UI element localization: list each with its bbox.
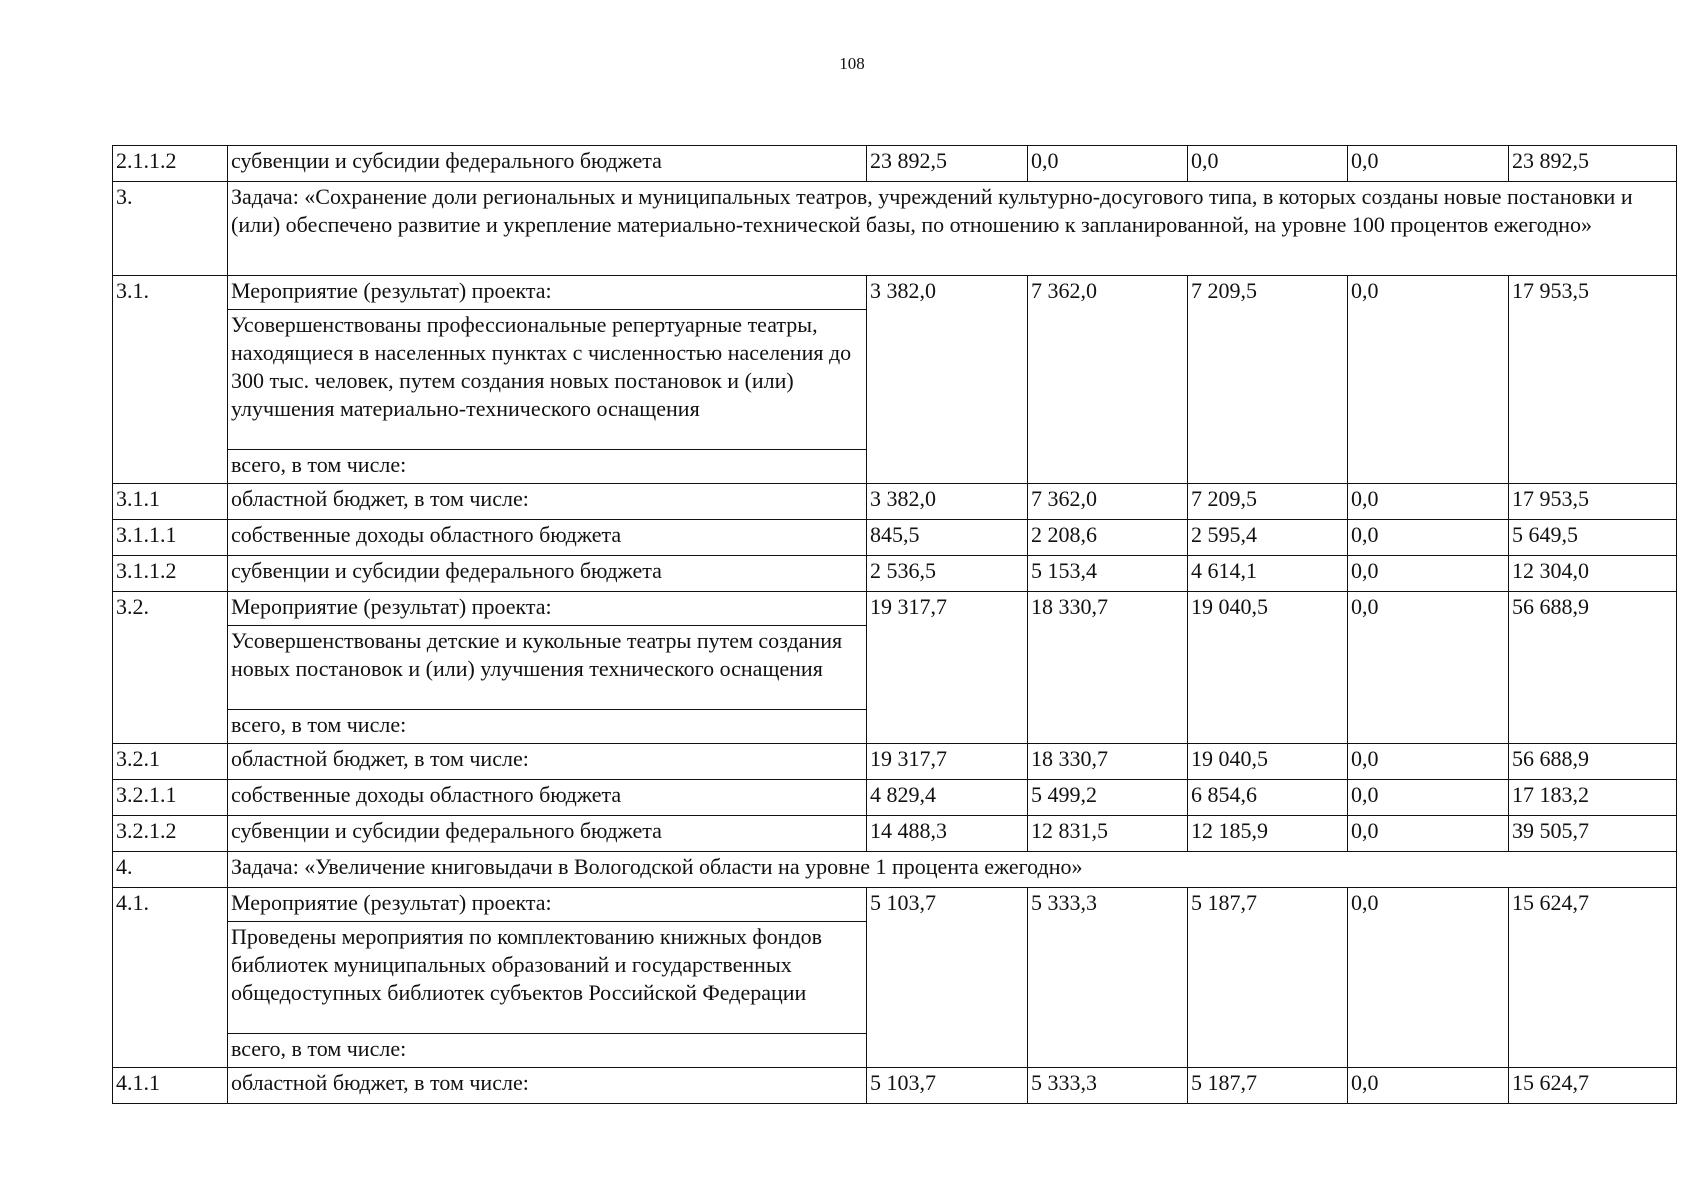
value-cell: 5 103,7 [867, 888, 1028, 1068]
task-text: Задача: «Увеличение книговыдачи в Вологодской области на уровне 1 процента ежегодно» [228, 852, 1677, 888]
total-label: всего, в том числе: [228, 1034, 867, 1068]
value-cell: 845,5 [867, 520, 1028, 556]
value-cell: 0,0 [1348, 484, 1509, 520]
row-name: субвенции и субсидии федерального бюджета [228, 146, 867, 182]
total-label: всего, в том числе: [228, 710, 867, 744]
row-name: субвенции и субсидии федерального бюджета [228, 816, 867, 852]
value-cell: 5 333,3 [1028, 1068, 1188, 1104]
value-cell: 12 304,0 [1509, 556, 1677, 592]
value-cell: 15 624,7 [1509, 1068, 1677, 1104]
measure-label: Мероприятие (результат) проекта: [228, 592, 867, 626]
value-cell: 56 688,9 [1509, 744, 1677, 780]
table-row [113, 780, 1677, 816]
value-cell: 7 362,0 [1028, 276, 1188, 484]
measure-description: Усовершенствованы профессиональные репертуарные театры, находящиеся в населенных пунктах с численностью населения до 300 тыс. человек, путем создания новых постановок и (или) улучшения материально-технического оснащения [228, 310, 867, 450]
value-cell: 2 595,4 [1188, 520, 1348, 556]
table-row [113, 888, 1677, 922]
page-number: 108 [839, 54, 865, 73]
task-text: Задача: «Сохранение доли региональных и муниципальных театров, учреждений культурно-досугового типа, в которых созданы новые постановки и (или) обеспечено развитие и укрепление материально-технической базы, по отношению к запланированной, на уровне 100 процентов ежегодно» [228, 182, 1677, 276]
value-cell: 5 153,4 [1028, 556, 1188, 592]
row-number: 3.2. [113, 592, 228, 744]
value-cell: 0,0 [1348, 744, 1509, 780]
value-cell: 4 614,1 [1188, 556, 1348, 592]
value-cell: 3 382,0 [867, 276, 1028, 484]
value-cell: 19 040,5 [1188, 592, 1348, 744]
row-number: 3.1.1.1 [113, 520, 228, 556]
value-cell: 14 488,3 [867, 816, 1028, 852]
value-cell: 5 499,2 [1028, 780, 1188, 816]
row-number: 3.1. [113, 276, 228, 484]
value-cell: 19 317,7 [867, 744, 1028, 780]
value-cell: 23 892,5 [867, 146, 1028, 182]
value-cell: 15 624,7 [1509, 888, 1677, 1068]
value-cell: 0,0 [1348, 520, 1509, 556]
measure-description: Проведены мероприятия по комплектованию книжных фондов библиотек муниципальных образований и государственных общедоступных библиотек субъектов Российской Федерации [228, 922, 867, 1034]
value-cell: 0,0 [1348, 816, 1509, 852]
value-cell: 0,0 [1028, 146, 1188, 182]
row-number: 4. [113, 852, 228, 888]
value-cell: 18 330,7 [1028, 592, 1188, 744]
row-number: 3.1.1.2 [113, 556, 228, 592]
value-cell: 5 187,7 [1188, 1068, 1348, 1104]
task-row [113, 852, 1677, 888]
table-row [113, 592, 1677, 626]
row-name: субвенции и субсидии федерального бюджета [228, 556, 867, 592]
value-cell: 56 688,9 [1509, 592, 1677, 744]
value-cell: 0,0 [1348, 556, 1509, 592]
measure-label: Мероприятие (результат) проекта: [228, 888, 867, 922]
table-row [113, 520, 1677, 556]
row-number: 4.1. [113, 888, 228, 1068]
row-name: областной бюджет, в том числе: [228, 744, 867, 780]
row-number: 3.2.1.1 [113, 780, 228, 816]
value-cell: 2 208,6 [1028, 520, 1188, 556]
value-cell: 5 103,7 [867, 1068, 1028, 1104]
row-name: собственные доходы областного бюджета [228, 520, 867, 556]
row-name: областной бюджет, в том числе: [228, 484, 867, 520]
value-cell: 0,0 [1348, 592, 1509, 744]
value-cell: 7 209,5 [1188, 276, 1348, 484]
value-cell: 7 362,0 [1028, 484, 1188, 520]
row-number: 3.2.1.2 [113, 816, 228, 852]
value-cell: 0,0 [1348, 146, 1509, 182]
value-cell: 0,0 [1348, 888, 1509, 1068]
row-name: собственные доходы областного бюджета [228, 780, 867, 816]
value-cell: 5 649,5 [1509, 520, 1677, 556]
row-number: 4.1.1 [113, 1068, 228, 1104]
value-cell: 19 040,5 [1188, 744, 1348, 780]
measure-description: Усовершенствованы детские и кукольные театры путем создания новых постановок и (или) улучшения технического оснащения [228, 626, 867, 710]
table-row [113, 816, 1677, 852]
budget-table [112, 145, 1677, 1104]
value-cell: 17 183,2 [1509, 780, 1677, 816]
value-cell: 17 953,5 [1509, 276, 1677, 484]
value-cell: 0,0 [1348, 780, 1509, 816]
measure-label: Мероприятие (результат) проекта: [228, 276, 867, 310]
table-row [113, 276, 1677, 310]
task-row [113, 182, 1677, 276]
table-row [113, 1068, 1677, 1104]
value-cell: 19 317,7 [867, 592, 1028, 744]
value-cell: 0,0 [1348, 276, 1509, 484]
row-number: 3.2.1 [113, 744, 228, 780]
value-cell: 3 382,0 [867, 484, 1028, 520]
value-cell: 39 505,7 [1509, 816, 1677, 852]
value-cell: 5 187,7 [1188, 888, 1348, 1068]
value-cell: 23 892,5 [1509, 146, 1677, 182]
row-name: областной бюджет, в том числе: [228, 1068, 867, 1104]
table-row [113, 146, 1677, 182]
value-cell: 18 330,7 [1028, 744, 1188, 780]
row-number: 3. [113, 182, 228, 276]
total-label: всего, в том числе: [228, 450, 867, 484]
row-number: 2.1.1.2 [113, 146, 228, 182]
value-cell: 17 953,5 [1509, 484, 1677, 520]
value-cell: 0,0 [1348, 1068, 1509, 1104]
value-cell: 0,0 [1188, 146, 1348, 182]
value-cell: 12 831,5 [1028, 816, 1188, 852]
table-row [113, 744, 1677, 780]
value-cell: 12 185,9 [1188, 816, 1348, 852]
table-row [113, 556, 1677, 592]
table-row [113, 484, 1677, 520]
value-cell: 6 854,6 [1188, 780, 1348, 816]
row-number: 3.1.1 [113, 484, 228, 520]
value-cell: 7 209,5 [1188, 484, 1348, 520]
value-cell: 2 536,5 [867, 556, 1028, 592]
value-cell: 5 333,3 [1028, 888, 1188, 1068]
value-cell: 4 829,4 [867, 780, 1028, 816]
